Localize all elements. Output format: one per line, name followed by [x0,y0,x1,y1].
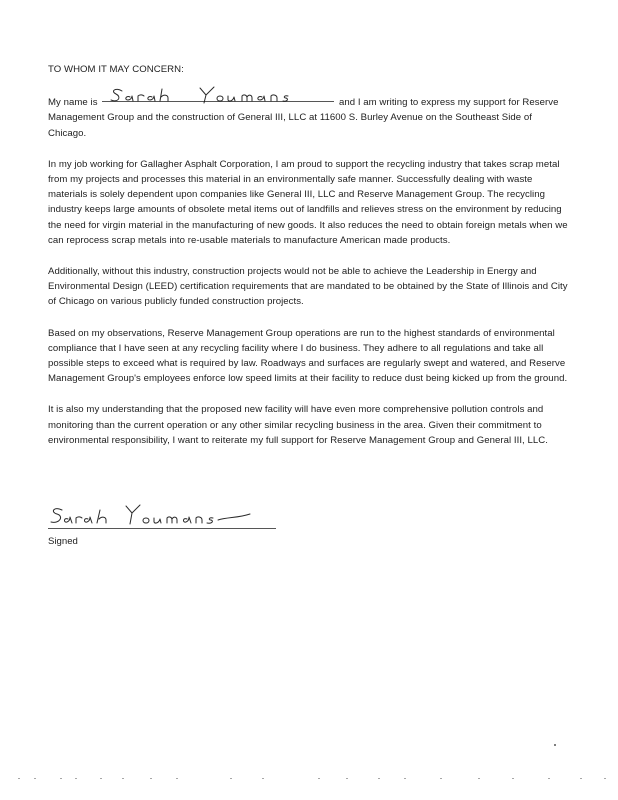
paragraph-new-facility-support: It is also my understanding that the proposed new facility will have even more comprehensive pollution controls and monitoring than the current operation or any other similar recycling business in the area. Given their commitment to environmental responsibility, I want to reiterate my full support for Reserve Management Group and General III, LLC. [48,404,548,446]
speck [34,778,36,779]
paragraph-leed-certification: Additionally, without this industry, construction projects would not be able to achieve the Leadership in Energy and Environmental Design (LEED) certification requirements that are mandated to be obtained by the State of Illinois and City of Chicago on various publicly funded construction projects. [48,266,568,308]
speck [548,778,550,779]
handwritten-signature [48,500,278,536]
speck [604,778,606,779]
handwritten-name-field [102,93,334,105]
intro-paragraph [48,93,568,141]
speck [18,778,20,779]
speck [100,778,102,779]
signed-label: Signed [48,536,78,547]
paragraph-compliance-observations: Based on my observations, Reserve Management Group operations are run to the highest standards of environmental compliance that I have seen at any recycling facility where I do business. They adhere to all regulations and take all possible steps to exceed what is required by law. Roadways and surfaces are regularly swept and watered, and Reserve Management Group's employees enforce low speed limits at their facility to reduce dust being kicked up from the ground. [48,327,568,385]
handwritten-name [102,85,334,107]
letter-body [48,62,568,464]
scan-artifact-specks [0,776,618,782]
signature-block [48,500,288,560]
speck [580,778,582,779]
speck [318,778,320,779]
speck [346,778,348,779]
speck [262,778,264,779]
speck [512,778,514,779]
intro-after-name: and I am writing to express my support for Reserve Management Group and the construction of General III, LLC at 11600 S. Burley Avenue on the Southeast Side of Chicago. [48,97,559,139]
intro-before-name: My name is [48,97,98,109]
speck [478,778,480,779]
speck [230,778,232,779]
scan-artifact-dot [554,744,556,746]
speck [122,778,124,779]
speck [176,778,178,779]
speck [378,778,380,779]
speck [60,778,62,779]
speck [404,778,406,779]
speck [150,778,152,779]
speck [75,778,77,779]
salutation: TO WHOM IT MAY CONCERN: [48,64,184,75]
paragraph-recycling-industry: In my job working for Gallagher Asphalt Corporation, I am proud to support the recycling industry that takes scrap metal from my projects and processes this material in an environmentally safe manner. Successfully dealing with waste materials is solely dependent upon companies like General III, LLC and Reserve Management Group. The recycling industry keeps large amounts of obsolete metal items out of landfills and relieves stress on the environment by reducing the need for virgin material in the manufacturing of new goods. It also reduces the need to obtain foreign metals when we can reprocess scrap metals into re-usable materials to manufacture American made products. [48,158,568,246]
speck [440,778,442,779]
